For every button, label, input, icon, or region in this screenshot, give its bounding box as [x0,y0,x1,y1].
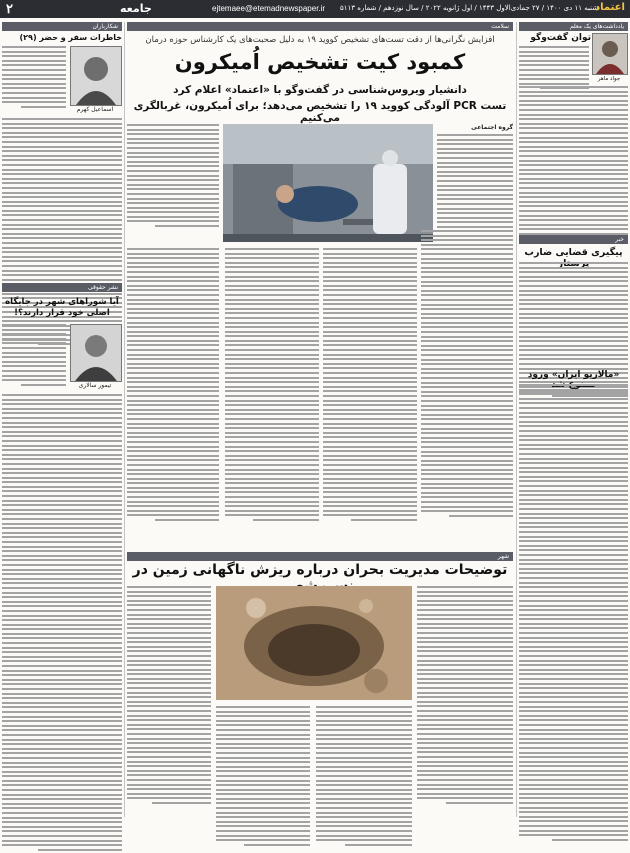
right-column-body [519,86,628,242]
sinkhole-photo-image [216,586,412,700]
left-article1-text [2,46,66,110]
center-subtitle-2: تست PCR آلودگی کووید ۱۹ را تشخیص می‌دهد؛ برای اُمیکرون، غربالگری می‌کنیم [133,100,507,124]
right-news2-body [519,384,628,843]
left-section-label: شکارباران [2,22,122,31]
sinkhole-photo [216,586,412,700]
center-lead-text [437,134,513,240]
center-supertitle: افزایش نگرانی‌ها از دقت تست‌های تشخیص کووید ۱۹ به دلیل صحبت‌های یک کارشناس حوزه درمان [145,35,495,45]
column-divider [516,22,517,817]
author1-name: اسماعیل کهرم [76,106,114,113]
right-news-title: پیگیری قضایی ضارب [524,247,623,258]
right-news-label: خبر [519,235,628,244]
author2-name: تیمور سالاری [78,382,112,389]
author1-portrait [70,46,122,106]
center-byline: گروه اجتماعی [471,124,513,131]
center-kicker: سلامت [127,22,513,31]
city-title: توضیحات مدیریت بحران درباره ریزش ناگهانی زمین در [132,562,508,578]
center-body-col-2 [225,248,319,524]
right-news2-title: «مالاریو ایران» ورود [527,370,620,380]
right-column-title: توان گفت‌وگو [530,33,591,43]
page-number: ۲ [6,1,13,16]
left-article1-title: خاطرات سفر و حضر (۲۹) [19,33,122,42]
center-subtitle-1: دانشیار ویروس‌شناسی در گفت‌وگو با «اعتماد» اعلام کرد [173,84,467,96]
right-author-portrait [592,33,628,75]
hospital-photo [223,124,433,242]
center-body-col-3 [127,248,219,524]
right-author-photo [593,34,627,74]
city-col-0 [417,586,513,807]
section-email[interactable]: ejtemaee@etemadnewspaper.ir [212,4,326,13]
right-section-label: یادداشت‌های یک معلم [519,22,628,31]
column-divider [124,22,125,817]
city-col-1 [316,706,412,848]
left-section-label-2: نشر حقوقی [2,283,122,292]
center-body-col-1 [323,248,417,524]
left-article2-body [2,394,122,853]
hospital-photo-image [223,124,433,242]
author1-photo [71,47,121,105]
left-article2-title: آیا شوراهای شهر در جایگاه اصلی خود قرار دارند؟! [5,297,119,318]
city-col-2 [216,706,310,848]
center-photo-side-text [127,124,219,230]
center-title: کمبود کیت تشخیص اُمیکرون [174,50,466,74]
author2-portrait [70,324,122,382]
newspaper-logo: اعتماد [595,2,625,13]
center-body-col-0 [421,230,513,519]
city-kicker: شهر [127,552,513,561]
city-col-3 [127,586,211,807]
right-author-name: جواد ماهر [597,76,621,82]
section-name: جامعه [120,2,152,15]
masthead [0,0,630,18]
left-article2-intro [2,324,66,388]
author2-photo [71,325,121,381]
date-line: شنبه ۱۱ دی ۱۴۰۰ / ۲۷ جمادی‌الاول ۱۴۴۳ / اول ژانویه ۲۰۲۲ / سال نوزدهم / شماره ۵۱۱۳ [340,4,599,12]
